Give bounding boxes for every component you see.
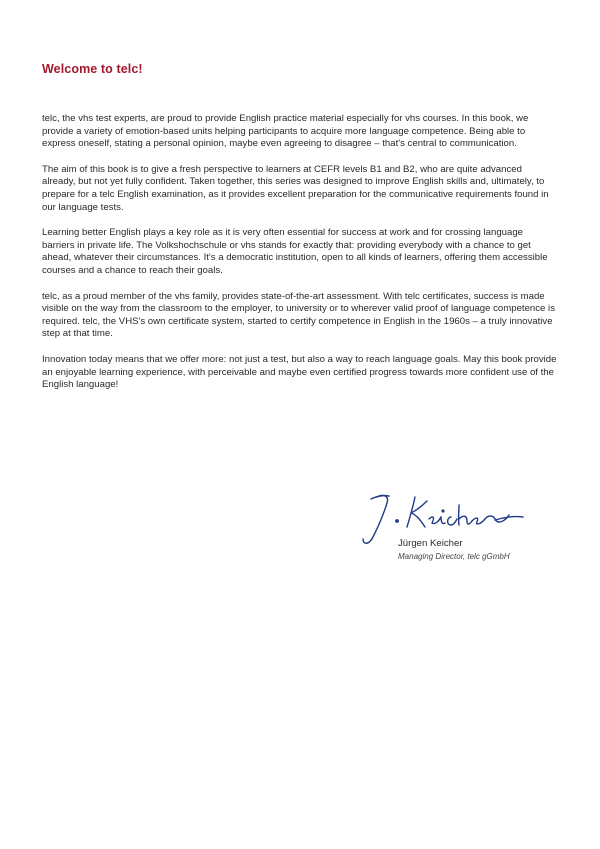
signer-role: Managing Director, telc gGmbH	[398, 552, 510, 561]
paragraph: The aim of this book is to give a fresh perspective to learners at CEFR levels B1 and B2, who are quite advanced already, but not yet fully confident. Taken together, this series was designed to improve English skills and, ultimately, to prepare for a telc English examination, as it provides excellent preparation for the communicative requirements found in our language tests.	[42, 163, 549, 213]
paragraph: telc, as a proud member of the vhs family, provides state-of-the-art assessment. With telc certificates, success is made visible on the way from the classroom to the employer, to university or to wherever valid proof of language competence is required. telc, the VHS's own certificate system, started to certify competence in English in the 1960s – a truly innovative step at that time.	[42, 290, 555, 340]
paragraph: Innovation today means that we offer more: not just a test, but also a way to reach language goals. May this book provide an enjoyable learning experience, with perceivable and maybe even certified progress towards more confident use of the English language!	[42, 353, 557, 391]
page-title: Welcome to telc!	[42, 62, 143, 76]
body-text	[42, 113, 558, 405]
paragraph: Learning better English plays a key role as it is very often essential for success at work and for crossing language barriers in private life. The Volkshochschule or vhs stands for exactly that: providing everybody with a chance to get ahead, whatever their circumstances. It's a democratic institution, open to all kinds of learners, offering them accessible courses and a chance to reach their goals.	[42, 227, 548, 276]
signer-name: Jürgen Keicher	[398, 538, 463, 549]
paragraph: telc, the vhs test experts, are proud to provide English practice material especially for vhs courses. In this book, we provide a variety of emotion-based units helping participants to acquire more language competence. Being able to express oneself, stating a personal opinion, maybe even agreeing to disagree – that's central to communication.	[42, 113, 529, 150]
